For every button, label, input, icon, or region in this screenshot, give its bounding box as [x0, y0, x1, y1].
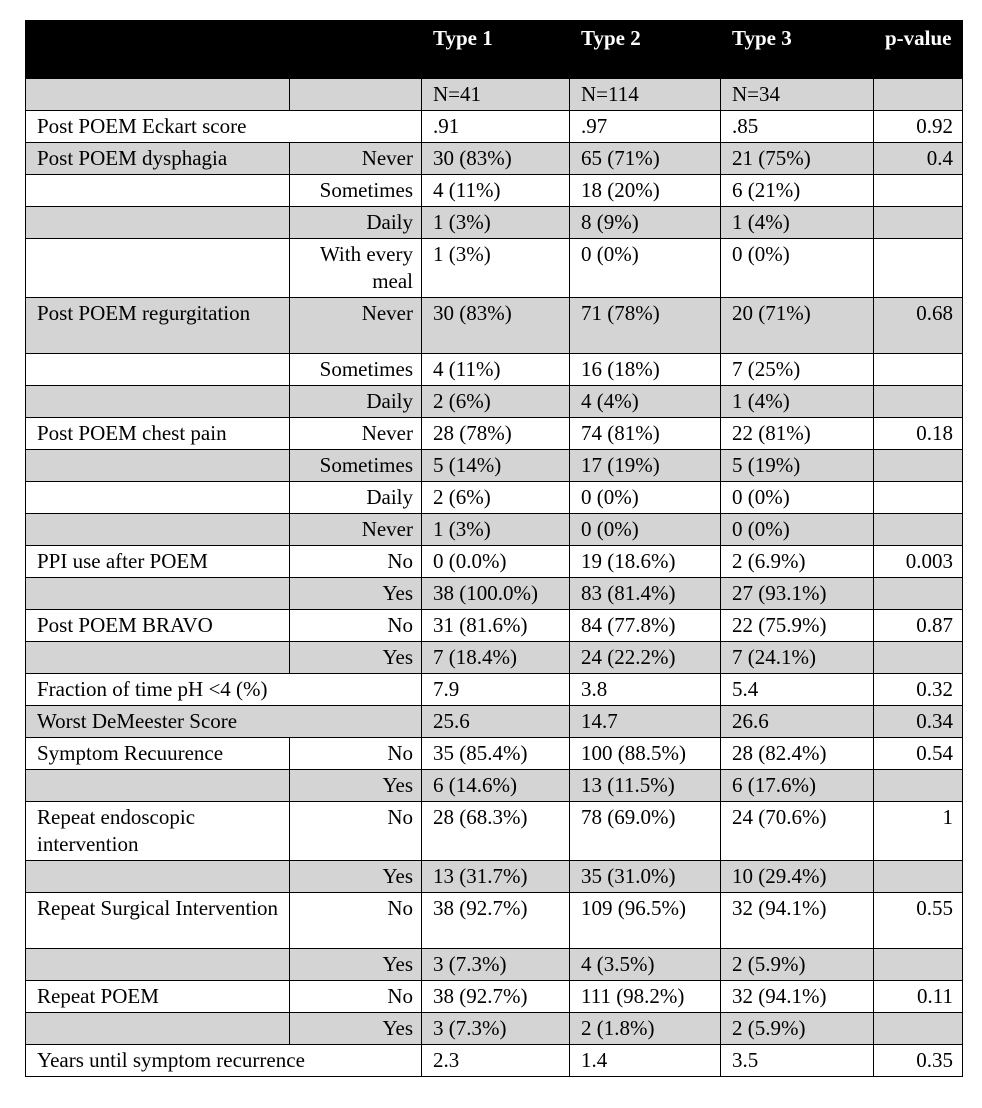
cell-type1: 31 (81.6%) — [422, 610, 570, 642]
table-row — [26, 298, 963, 354]
row-label — [26, 239, 290, 298]
row-sublabel: Daily — [290, 207, 422, 239]
row-sublabel: No — [290, 893, 422, 949]
cell-type1: 4 (11%) — [422, 175, 570, 207]
cell-type2: 100 (88.5%) — [570, 738, 721, 770]
row-label — [26, 1013, 290, 1045]
cell-type2: 83 (81.4%) — [570, 578, 721, 610]
row-sublabel: Yes — [290, 949, 422, 981]
cell-type3: 0 (0%) — [721, 514, 874, 546]
row-sublabel: Yes — [290, 770, 422, 802]
row-sublabel: Never — [290, 418, 422, 450]
cell-pvalue — [874, 354, 963, 386]
cell-type3: 7 (24.1%) — [721, 642, 874, 674]
counts-sublabel — [290, 79, 422, 111]
row-sublabel: No — [290, 981, 422, 1013]
table-row — [26, 893, 963, 949]
cell-type3: 5 (19%) — [721, 450, 874, 482]
row-label — [26, 175, 290, 207]
cell-type2: 8 (9%) — [570, 207, 721, 239]
cell-type2: 19 (18.6%) — [570, 546, 721, 578]
table-row — [26, 802, 963, 861]
cell-pvalue — [874, 949, 963, 981]
row-label — [26, 386, 290, 418]
row-label — [26, 354, 290, 386]
cell-pvalue — [874, 642, 963, 674]
cell-type2: 3.8 — [570, 674, 721, 706]
cell-pvalue — [874, 482, 963, 514]
cell-type3: 2 (5.9%) — [721, 949, 874, 981]
cell-type1: 3 (7.3%) — [422, 1013, 570, 1045]
cell-type3: 0 (0%) — [721, 482, 874, 514]
count-type2: N=114 — [570, 79, 721, 111]
table-row — [26, 578, 963, 610]
cell-type2: 111 (98.2%) — [570, 981, 721, 1013]
cell-pvalue — [874, 175, 963, 207]
cell-type1: 1 (3%) — [422, 239, 570, 298]
cell-type2: 78 (69.0%) — [570, 802, 721, 861]
row-label — [26, 514, 290, 546]
cell-type3: 28 (82.4%) — [721, 738, 874, 770]
row-label — [26, 861, 290, 893]
table-row — [26, 354, 963, 386]
row-label: Post POEM BRAVO — [26, 610, 290, 642]
cell-pvalue — [874, 386, 963, 418]
table-row — [26, 949, 963, 981]
cell-type1: 25.6 — [422, 706, 570, 738]
cell-pvalue — [874, 861, 963, 893]
header-row — [26, 21, 963, 79]
row-sublabel: Sometimes — [290, 175, 422, 207]
cell-type1: 1 (3%) — [422, 514, 570, 546]
cell-type1: 38 (92.7%) — [422, 893, 570, 949]
cell-type2: 35 (31.0%) — [570, 861, 721, 893]
cell-pvalue: 0.92 — [874, 111, 963, 143]
cell-type1: 1 (3%) — [422, 207, 570, 239]
cell-type1: 2 (6%) — [422, 386, 570, 418]
counts-row — [26, 79, 963, 111]
row-sublabel: With every meal — [290, 239, 422, 298]
cell-type3: 24 (70.6%) — [721, 802, 874, 861]
row-label: Worst DeMeester Score — [26, 706, 422, 738]
table-row — [26, 674, 963, 706]
cell-pvalue — [874, 450, 963, 482]
cell-pvalue: 0.11 — [874, 981, 963, 1013]
header-type1: Type 1 — [422, 21, 570, 79]
row-sublabel: No — [290, 802, 422, 861]
table-row — [26, 1045, 963, 1077]
cell-type3: 7 (25%) — [721, 354, 874, 386]
table-row — [26, 111, 963, 143]
table-row — [26, 418, 963, 450]
cell-pvalue: 0.87 — [874, 610, 963, 642]
cell-type1: .91 — [422, 111, 570, 143]
cell-type2: 2 (1.8%) — [570, 1013, 721, 1045]
table-row — [26, 175, 963, 207]
table-row — [26, 861, 963, 893]
cell-type3: 0 (0%) — [721, 239, 874, 298]
row-sublabel: Sometimes — [290, 354, 422, 386]
cell-type2: 0 (0%) — [570, 482, 721, 514]
cell-type2: 74 (81%) — [570, 418, 721, 450]
row-sublabel: Yes — [290, 642, 422, 674]
cell-type2: 0 (0%) — [570, 239, 721, 298]
table-row — [26, 770, 963, 802]
cell-type2: 1.4 — [570, 1045, 721, 1077]
cell-type3: 2 (5.9%) — [721, 1013, 874, 1045]
row-label: Repeat Surgical Intervention — [26, 893, 290, 949]
row-label — [26, 578, 290, 610]
cell-type3: 21 (75%) — [721, 143, 874, 175]
cell-type1: 7.9 — [422, 674, 570, 706]
row-sublabel: No — [290, 546, 422, 578]
row-sublabel: Yes — [290, 861, 422, 893]
table-row — [26, 482, 963, 514]
row-label — [26, 949, 290, 981]
count-type1: N=41 — [422, 79, 570, 111]
row-sublabel: Yes — [290, 1013, 422, 1045]
count-pvalue — [874, 79, 963, 111]
table-row — [26, 610, 963, 642]
cell-type3: 3.5 — [721, 1045, 874, 1077]
row-sublabel: No — [290, 738, 422, 770]
row-label: Post POEM dysphagia — [26, 143, 290, 175]
cell-type1: 13 (31.7%) — [422, 861, 570, 893]
cell-type3: 26.6 — [721, 706, 874, 738]
cell-type2: 17 (19%) — [570, 450, 721, 482]
row-label — [26, 770, 290, 802]
row-label — [26, 642, 290, 674]
cell-pvalue — [874, 239, 963, 298]
cell-pvalue: 0.35 — [874, 1045, 963, 1077]
header-label — [26, 21, 290, 79]
cell-pvalue: 0.34 — [874, 706, 963, 738]
cell-type1: 4 (11%) — [422, 354, 570, 386]
cell-type2: 4 (3.5%) — [570, 949, 721, 981]
cell-type2: 65 (71%) — [570, 143, 721, 175]
row-label: Repeat endoscopic intervention — [26, 802, 290, 861]
cell-type3: 6 (21%) — [721, 175, 874, 207]
row-label: Repeat POEM — [26, 981, 290, 1013]
table-row — [26, 981, 963, 1013]
header-type3: Type 3 — [721, 21, 874, 79]
cell-pvalue: 0.55 — [874, 893, 963, 949]
cell-pvalue: 0.003 — [874, 546, 963, 578]
cell-type1: 2.3 — [422, 1045, 570, 1077]
cell-type2: 16 (18%) — [570, 354, 721, 386]
cell-type2: 4 (4%) — [570, 386, 721, 418]
row-label — [26, 482, 290, 514]
cell-type1: 28 (78%) — [422, 418, 570, 450]
cell-type2: 13 (11.5%) — [570, 770, 721, 802]
cell-pvalue — [874, 207, 963, 239]
cell-pvalue: 0.18 — [874, 418, 963, 450]
cell-type3: 22 (75.9%) — [721, 610, 874, 642]
cell-pvalue: 0.54 — [874, 738, 963, 770]
row-label: Post POEM Eckart score — [26, 111, 422, 143]
cell-type1: 38 (100.0%) — [422, 578, 570, 610]
cell-pvalue: 1 — [874, 802, 963, 861]
cell-type3: 27 (93.1%) — [721, 578, 874, 610]
cell-type3: 1 (4%) — [721, 207, 874, 239]
cell-type1: 5 (14%) — [422, 450, 570, 482]
cell-type3: 32 (94.1%) — [721, 981, 874, 1013]
cell-type1: 7 (18.4%) — [422, 642, 570, 674]
results-table — [25, 20, 963, 1077]
table-row — [26, 386, 963, 418]
cell-type3: .85 — [721, 111, 874, 143]
cell-type1: 0 (0.0%) — [422, 546, 570, 578]
table-row — [26, 514, 963, 546]
cell-type3: 6 (17.6%) — [721, 770, 874, 802]
cell-type2: 84 (77.8%) — [570, 610, 721, 642]
cell-type3: 5.4 — [721, 674, 874, 706]
row-sublabel: Never — [290, 143, 422, 175]
cell-type1: 6 (14.6%) — [422, 770, 570, 802]
cell-type2: 71 (78%) — [570, 298, 721, 354]
cell-pvalue: 0.32 — [874, 674, 963, 706]
header-pvalue: p-value — [874, 21, 963, 79]
table-row — [26, 143, 963, 175]
row-sublabel: Daily — [290, 386, 422, 418]
cell-type3: 20 (71%) — [721, 298, 874, 354]
cell-pvalue — [874, 514, 963, 546]
row-sublabel: No — [290, 610, 422, 642]
row-label — [26, 207, 290, 239]
table-row — [26, 1013, 963, 1045]
row-label: Years until symptom recurrence — [26, 1045, 422, 1077]
cell-type2: 0 (0%) — [570, 514, 721, 546]
cell-type3: 32 (94.1%) — [721, 893, 874, 949]
cell-pvalue: 0.4 — [874, 143, 963, 175]
table-row — [26, 239, 963, 298]
table-row — [26, 207, 963, 239]
cell-type3: 1 (4%) — [721, 386, 874, 418]
cell-type1: 2 (6%) — [422, 482, 570, 514]
row-label: PPI use after POEM — [26, 546, 290, 578]
header-sublabel — [290, 21, 422, 79]
table-row — [26, 738, 963, 770]
cell-pvalue: 0.68 — [874, 298, 963, 354]
row-label: Fraction of time pH <4 (%) — [26, 674, 422, 706]
table-row — [26, 642, 963, 674]
cell-type1: 38 (92.7%) — [422, 981, 570, 1013]
counts-label — [26, 79, 290, 111]
cell-type1: 3 (7.3%) — [422, 949, 570, 981]
cell-type2: 14.7 — [570, 706, 721, 738]
row-label — [26, 450, 290, 482]
cell-type2: 109 (96.5%) — [570, 893, 721, 949]
cell-type3: 22 (81%) — [721, 418, 874, 450]
cell-type1: 30 (83%) — [422, 143, 570, 175]
cell-type1: 28 (68.3%) — [422, 802, 570, 861]
cell-type3: 10 (29.4%) — [721, 861, 874, 893]
table-row — [26, 450, 963, 482]
cell-pvalue — [874, 1013, 963, 1045]
row-label: Symptom Recuurence — [26, 738, 290, 770]
row-sublabel: Never — [290, 298, 422, 354]
row-sublabel: Daily — [290, 482, 422, 514]
cell-type3: 2 (6.9%) — [721, 546, 874, 578]
row-sublabel: Yes — [290, 578, 422, 610]
count-type3: N=34 — [721, 79, 874, 111]
cell-type2: 18 (20%) — [570, 175, 721, 207]
table-row — [26, 706, 963, 738]
cell-type2: .97 — [570, 111, 721, 143]
cell-pvalue — [874, 578, 963, 610]
cell-pvalue — [874, 770, 963, 802]
table-row — [26, 546, 963, 578]
row-sublabel: Sometimes — [290, 450, 422, 482]
row-label: Post POEM regurgitation — [26, 298, 290, 354]
cell-type2: 24 (22.2%) — [570, 642, 721, 674]
row-label: Post POEM chest pain — [26, 418, 290, 450]
row-sublabel: Never — [290, 514, 422, 546]
cell-type1: 30 (83%) — [422, 298, 570, 354]
header-type2: Type 2 — [570, 21, 721, 79]
cell-type1: 35 (85.4%) — [422, 738, 570, 770]
